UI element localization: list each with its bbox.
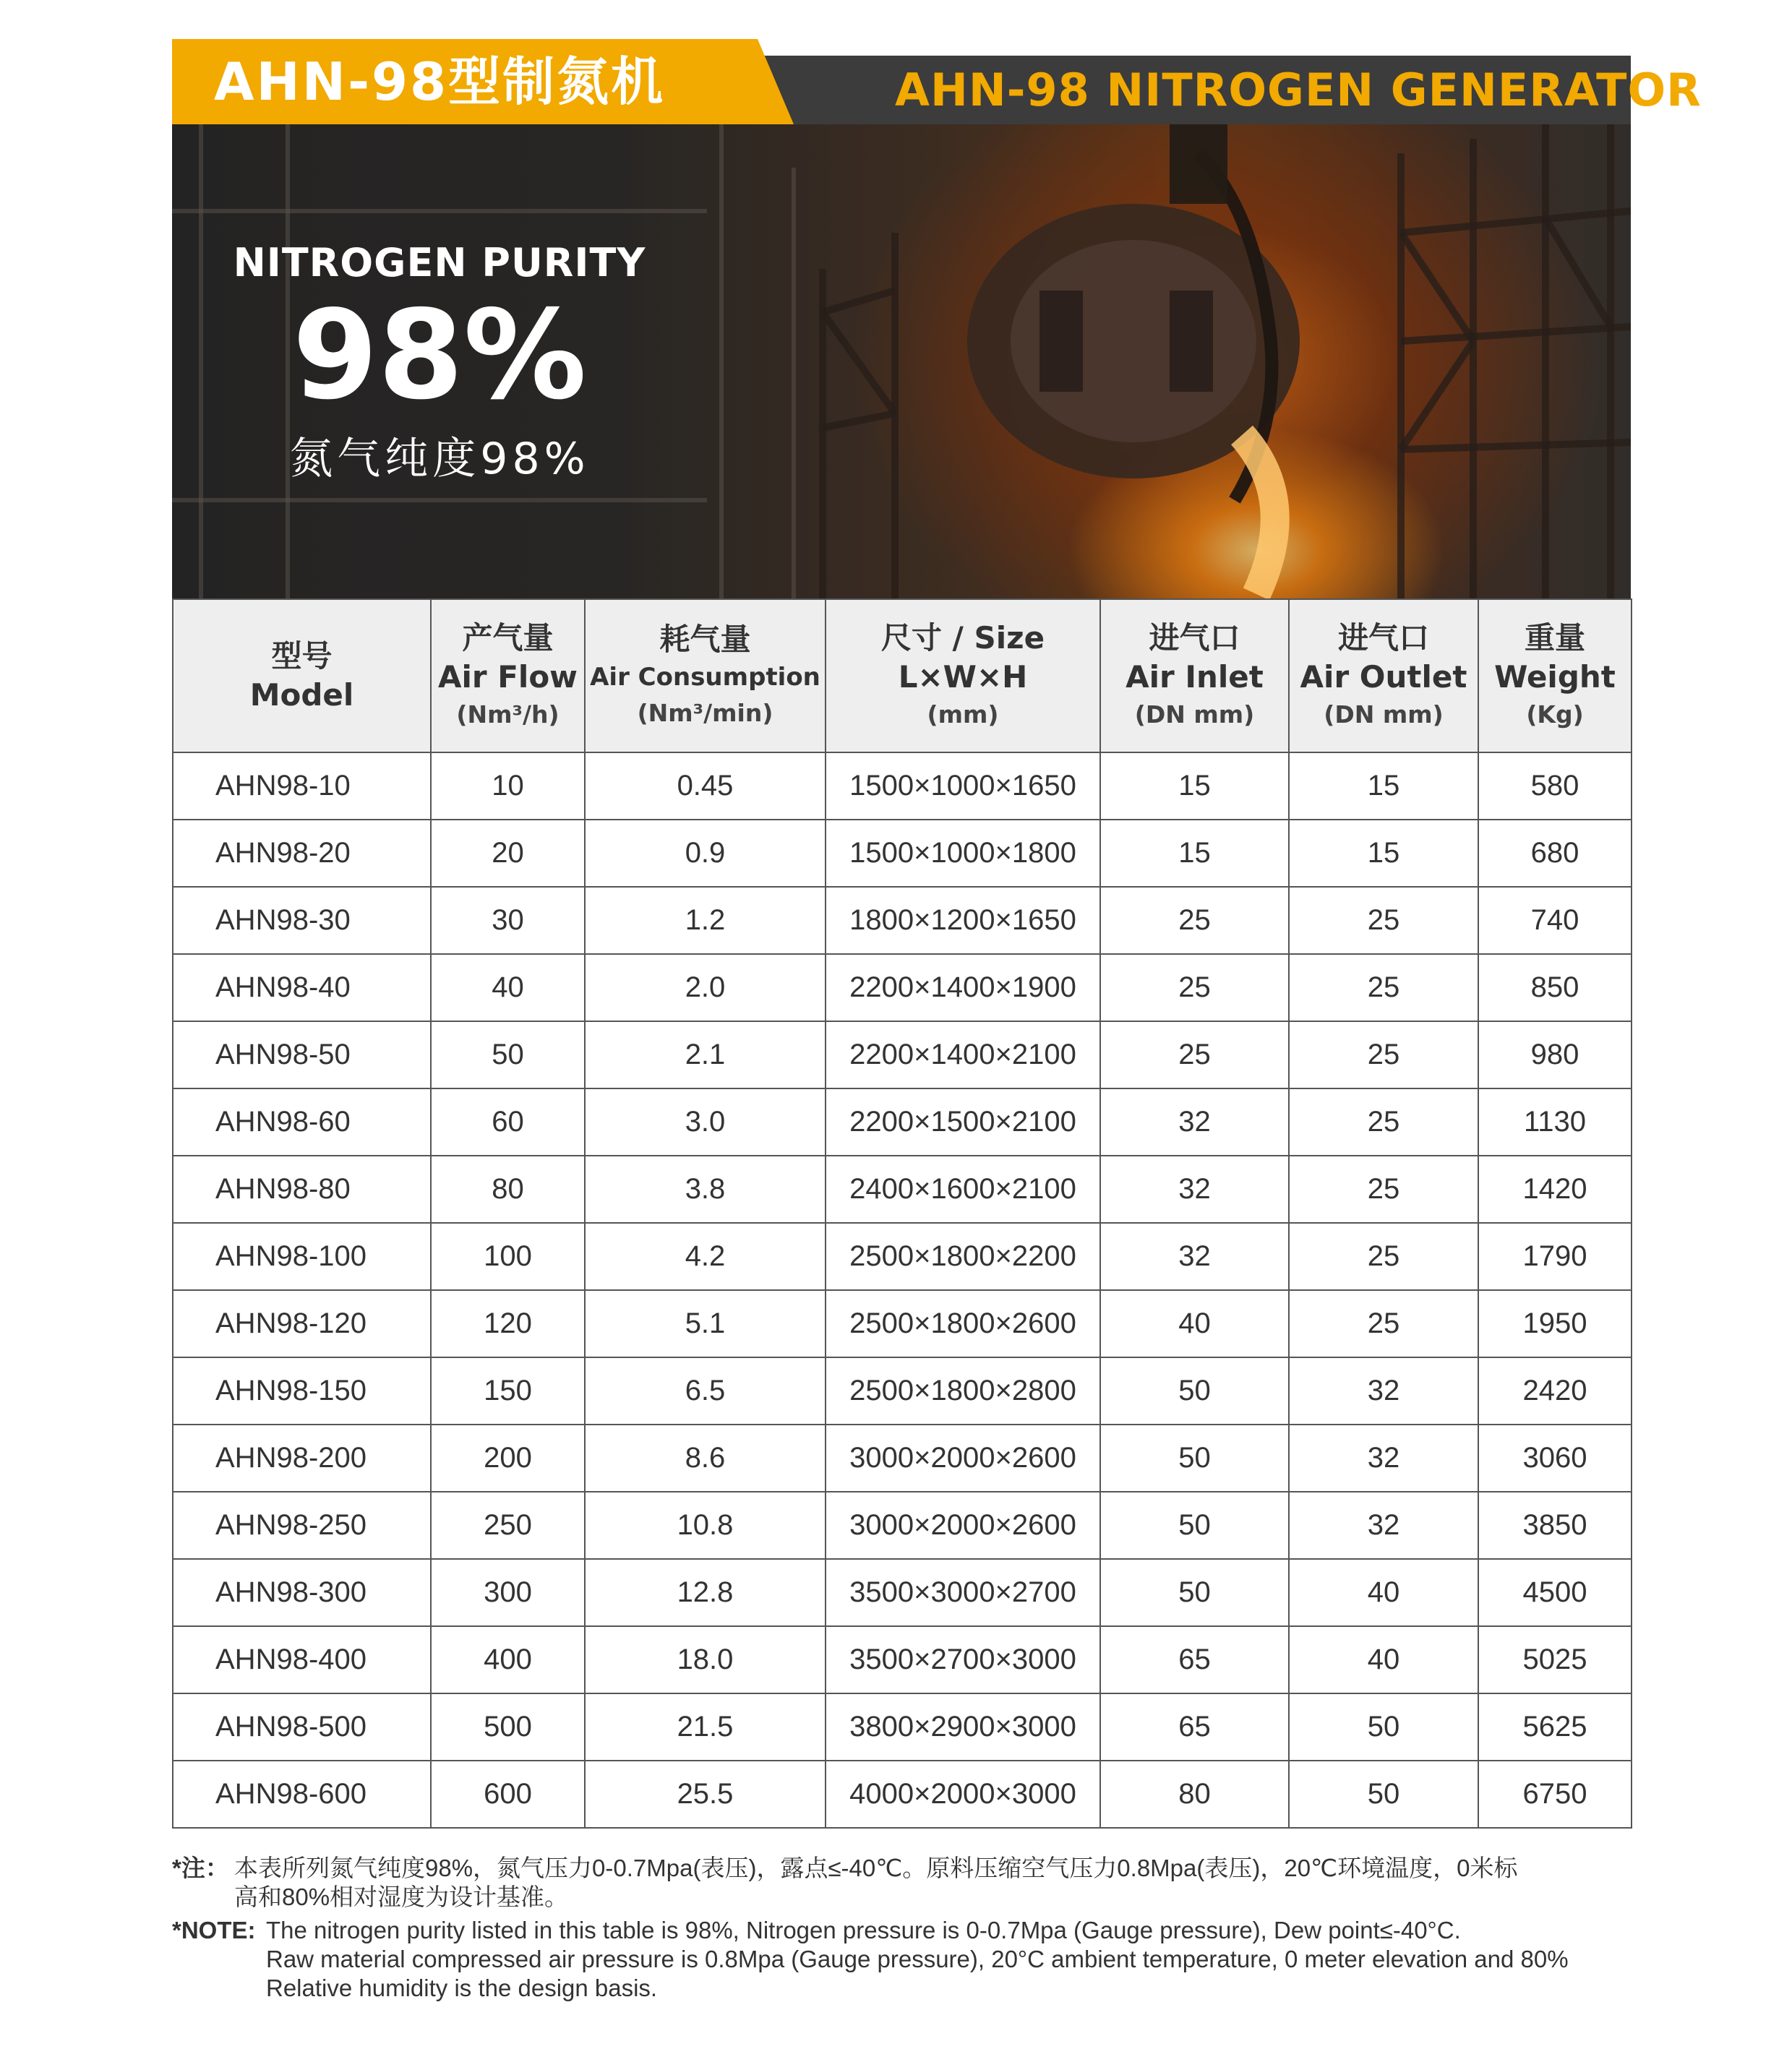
table-row xyxy=(173,820,1632,887)
spec-table xyxy=(172,598,1632,1829)
header-cn: 进气口 xyxy=(1149,620,1240,656)
hero-image xyxy=(172,124,1631,598)
note-english-key: *NOTE: xyxy=(172,1917,256,1943)
purity-chinese-label: 氮气纯度98% xyxy=(289,434,590,484)
note-english-line: Raw material compressed air pressure is 0.8Mpa (Gauge pressure), 20°C ambient temperature, 0 meter elevation and 80% xyxy=(266,1946,1569,1972)
air-flow-cell: 500 xyxy=(431,1693,585,1761)
air-consumption-cell: 12.8 xyxy=(585,1559,826,1626)
air-outlet-cell: 25 xyxy=(1289,954,1478,1021)
size-cell: 3000×2000×2600 xyxy=(826,1492,1100,1559)
header-cn: 产气量 xyxy=(462,620,554,656)
column-header-air-outlet xyxy=(1289,599,1478,752)
air-consumption-cell: 21.5 xyxy=(585,1693,826,1761)
header-unit: (DN mm) xyxy=(1134,700,1255,729)
air-inlet-cell: 32 xyxy=(1100,1088,1289,1156)
air-consumption-cell: 5.1 xyxy=(585,1290,826,1357)
purity-value: 98% xyxy=(292,284,587,427)
air-consumption-cell: 3.8 xyxy=(585,1156,826,1223)
note-chinese-line: 高和80%相对湿度为设计基准。 xyxy=(234,1883,569,1910)
air-outlet-cell: 15 xyxy=(1289,820,1478,887)
model-cell: AHN98-150 xyxy=(173,1357,431,1425)
header-cn: 耗气量 xyxy=(659,622,751,657)
air-consumption-cell: 2.1 xyxy=(585,1021,826,1088)
size-cell: 4000×2000×3000 xyxy=(826,1761,1100,1828)
header-en: Air Inlet xyxy=(1126,659,1264,695)
header-cn: 尺寸 / Size xyxy=(880,620,1045,656)
air-inlet-cell: 40 xyxy=(1100,1290,1289,1357)
air-flow-cell: 120 xyxy=(431,1290,585,1357)
model-cell: AHN98-400 xyxy=(173,1626,431,1693)
air-consumption-cell: 25.5 xyxy=(585,1761,826,1828)
air-inlet-cell: 25 xyxy=(1100,1021,1289,1088)
air-consumption-cell: 0.9 xyxy=(585,820,826,887)
air-flow-cell: 10 xyxy=(431,752,585,820)
air-consumption-cell: 0.45 xyxy=(585,752,826,820)
air-flow-cell: 50 xyxy=(431,1021,585,1088)
model-cell: AHN98-40 xyxy=(173,954,431,1021)
air-outlet-cell: 25 xyxy=(1289,1088,1478,1156)
size-cell: 1500×1000×1650 xyxy=(826,752,1100,820)
air-flow-cell: 400 xyxy=(431,1626,585,1693)
header-unit: (Kg) xyxy=(1526,700,1584,729)
table-row xyxy=(173,752,1632,820)
column-header-model xyxy=(173,599,431,752)
air-consumption-cell: 3.0 xyxy=(585,1088,826,1156)
model-cell: AHN98-250 xyxy=(173,1492,431,1559)
weight-cell: 4500 xyxy=(1478,1559,1632,1626)
table-row xyxy=(173,1425,1632,1492)
table-row xyxy=(173,1357,1632,1425)
air-outlet-cell: 40 xyxy=(1289,1626,1478,1693)
air-consumption-cell: 8.6 xyxy=(585,1425,826,1492)
weight-cell: 2420 xyxy=(1478,1357,1632,1425)
note-english-line: The nitrogen purity listed in this table is 98%, Nitrogen pressure is 0-0.7Mpa (Gauge pressure), Dew point≤-40°C. xyxy=(266,1917,1461,1943)
air-outlet-cell: 50 xyxy=(1289,1693,1478,1761)
table-row xyxy=(173,1021,1632,1088)
air-consumption-cell: 10.8 xyxy=(585,1492,826,1559)
air-inlet-cell: 32 xyxy=(1100,1223,1289,1290)
note-chinese-key: *注： xyxy=(172,1855,229,1881)
air-flow-cell: 250 xyxy=(431,1492,585,1559)
air-outlet-cell: 40 xyxy=(1289,1559,1478,1626)
table-row xyxy=(173,887,1632,954)
header-en: Air Consumption xyxy=(590,663,820,692)
size-cell: 1800×1200×1650 xyxy=(826,887,1100,954)
model-cell: AHN98-10 xyxy=(173,752,431,820)
size-cell: 3500×3000×2700 xyxy=(826,1559,1100,1626)
header-cn: 重量 xyxy=(1524,620,1585,656)
column-header-air-flow xyxy=(431,599,585,752)
model-cell: AHN98-20 xyxy=(173,820,431,887)
size-cell: 1500×1000×1800 xyxy=(826,820,1100,887)
header-english-title: AHN-98 NITROGEN GENERATOR xyxy=(895,64,1702,116)
air-outlet-cell: 25 xyxy=(1289,1156,1478,1223)
size-cell: 2500×1800×2200 xyxy=(826,1223,1100,1290)
header-en: Model xyxy=(249,677,354,713)
table-row xyxy=(173,1761,1632,1828)
model-cell: AHN98-300 xyxy=(173,1559,431,1626)
model-cell: AHN98-500 xyxy=(173,1693,431,1761)
header-cn: 进气口 xyxy=(1337,620,1429,656)
model-cell: AHN98-50 xyxy=(173,1021,431,1088)
air-flow-cell: 80 xyxy=(431,1156,585,1223)
model-cell: AHN98-120 xyxy=(173,1290,431,1357)
header-en: Weight xyxy=(1494,659,1616,695)
header-en: Air Flow xyxy=(438,659,578,695)
air-flow-cell: 60 xyxy=(431,1088,585,1156)
air-inlet-cell: 50 xyxy=(1100,1492,1289,1559)
size-cell: 3000×2000×2600 xyxy=(826,1425,1100,1492)
model-cell: AHN98-80 xyxy=(173,1156,431,1223)
table-row xyxy=(173,1626,1632,1693)
air-flow-cell: 150 xyxy=(431,1357,585,1425)
column-header-air-inlet xyxy=(1100,599,1289,752)
weight-cell: 580 xyxy=(1478,752,1632,820)
note-chinese xyxy=(172,1854,1639,1912)
size-cell: 3500×2700×3000 xyxy=(826,1626,1100,1693)
model-cell: AHN98-100 xyxy=(173,1223,431,1290)
column-header-size xyxy=(826,599,1100,752)
table-row xyxy=(173,1290,1632,1357)
column-header-air-consumption xyxy=(585,599,826,752)
air-outlet-cell: 32 xyxy=(1289,1357,1478,1425)
weight-cell: 3850 xyxy=(1478,1492,1632,1559)
table-row xyxy=(173,1088,1632,1156)
air-inlet-cell: 15 xyxy=(1100,820,1289,887)
air-flow-cell: 300 xyxy=(431,1559,585,1626)
model-cell: AHN98-60 xyxy=(173,1088,431,1156)
header-unit: (mm) xyxy=(927,700,999,729)
header-unit: (Nm³/min) xyxy=(637,699,773,727)
air-outlet-cell: 32 xyxy=(1289,1492,1478,1559)
air-flow-cell: 200 xyxy=(431,1425,585,1492)
air-inlet-cell: 25 xyxy=(1100,954,1289,1021)
weight-cell: 1950 xyxy=(1478,1290,1632,1357)
air-inlet-cell: 15 xyxy=(1100,752,1289,820)
model-cell: AHN98-200 xyxy=(173,1425,431,1492)
air-consumption-cell: 2.0 xyxy=(585,954,826,1021)
air-flow-cell: 100 xyxy=(431,1223,585,1290)
header-en: Air Outlet xyxy=(1300,659,1467,695)
table-row xyxy=(173,1693,1632,1761)
air-inlet-cell: 65 xyxy=(1100,1693,1289,1761)
air-outlet-cell: 25 xyxy=(1289,887,1478,954)
air-inlet-cell: 50 xyxy=(1100,1357,1289,1425)
model-cell: AHN98-30 xyxy=(173,887,431,954)
weight-cell: 980 xyxy=(1478,1021,1632,1088)
air-flow-cell: 20 xyxy=(431,820,585,887)
size-cell: 2500×1800×2800 xyxy=(826,1357,1100,1425)
air-inlet-cell: 50 xyxy=(1100,1425,1289,1492)
table-row xyxy=(173,1492,1632,1559)
table-row xyxy=(173,1559,1632,1626)
air-flow-cell: 40 xyxy=(431,954,585,1021)
weight-cell: 740 xyxy=(1478,887,1632,954)
air-outlet-cell: 15 xyxy=(1289,752,1478,820)
header-cn: 型号 xyxy=(271,638,333,674)
notes-section xyxy=(172,1854,1639,2007)
air-consumption-cell: 18.0 xyxy=(585,1626,826,1693)
weight-cell: 1790 xyxy=(1478,1223,1632,1290)
header-band xyxy=(172,39,1702,124)
table-body xyxy=(173,752,1632,1828)
weight-cell: 1420 xyxy=(1478,1156,1632,1223)
model-cell: AHN98-600 xyxy=(173,1761,431,1828)
air-flow-cell: 30 xyxy=(431,887,585,954)
air-consumption-cell: 4.2 xyxy=(585,1223,826,1290)
air-outlet-cell: 25 xyxy=(1289,1223,1478,1290)
air-inlet-cell: 50 xyxy=(1100,1559,1289,1626)
weight-cell: 3060 xyxy=(1478,1425,1632,1492)
air-inlet-cell: 32 xyxy=(1100,1156,1289,1223)
air-outlet-cell: 50 xyxy=(1289,1761,1478,1828)
air-inlet-cell: 80 xyxy=(1100,1761,1289,1828)
size-cell: 2400×1600×2100 xyxy=(826,1156,1100,1223)
table-row xyxy=(173,954,1632,1021)
weight-cell: 1130 xyxy=(1478,1088,1632,1156)
header-en: L×W×H xyxy=(898,659,1028,695)
note-english-line: Relative humidity is the design basis. xyxy=(266,1975,658,2001)
air-flow-cell: 600 xyxy=(431,1761,585,1828)
air-consumption-cell: 1.2 xyxy=(585,887,826,954)
weight-cell: 5625 xyxy=(1478,1693,1632,1761)
air-inlet-cell: 25 xyxy=(1100,887,1289,954)
weight-cell: 6750 xyxy=(1478,1761,1632,1828)
table-header-row xyxy=(173,599,1632,752)
header-unit: (DN mm) xyxy=(1324,700,1444,729)
column-header-weight xyxy=(1478,599,1632,752)
purity-label: NITROGEN PURITY xyxy=(233,240,646,285)
header-unit: (Nm³/h) xyxy=(456,700,560,729)
air-consumption-cell: 6.5 xyxy=(585,1357,826,1425)
size-cell: 2500×1800×2600 xyxy=(826,1290,1100,1357)
size-cell: 2200×1400×1900 xyxy=(826,954,1100,1021)
header-chinese-title: AHN-98型制氮机 xyxy=(213,51,666,112)
size-cell: 2200×1500×2100 xyxy=(826,1088,1100,1156)
weight-cell: 5025 xyxy=(1478,1626,1632,1693)
air-outlet-cell: 32 xyxy=(1289,1425,1478,1492)
size-cell: 2200×1400×2100 xyxy=(826,1021,1100,1088)
air-inlet-cell: 65 xyxy=(1100,1626,1289,1693)
table-row xyxy=(173,1156,1632,1223)
note-english xyxy=(172,1916,1639,2003)
weight-cell: 850 xyxy=(1478,954,1632,1021)
weight-cell: 680 xyxy=(1478,820,1632,887)
size-cell: 3800×2900×3000 xyxy=(826,1693,1100,1761)
air-outlet-cell: 25 xyxy=(1289,1290,1478,1357)
air-outlet-cell: 25 xyxy=(1289,1021,1478,1088)
table-row xyxy=(173,1223,1632,1290)
note-chinese-line: 本表所列氮气纯度98%，氮气压力0-0.7Mpa(表压)，露点≤-40℃。原料压缩空气压力0.8Mpa(表压)，20℃环境温度，0米标 xyxy=(234,1855,1518,1881)
